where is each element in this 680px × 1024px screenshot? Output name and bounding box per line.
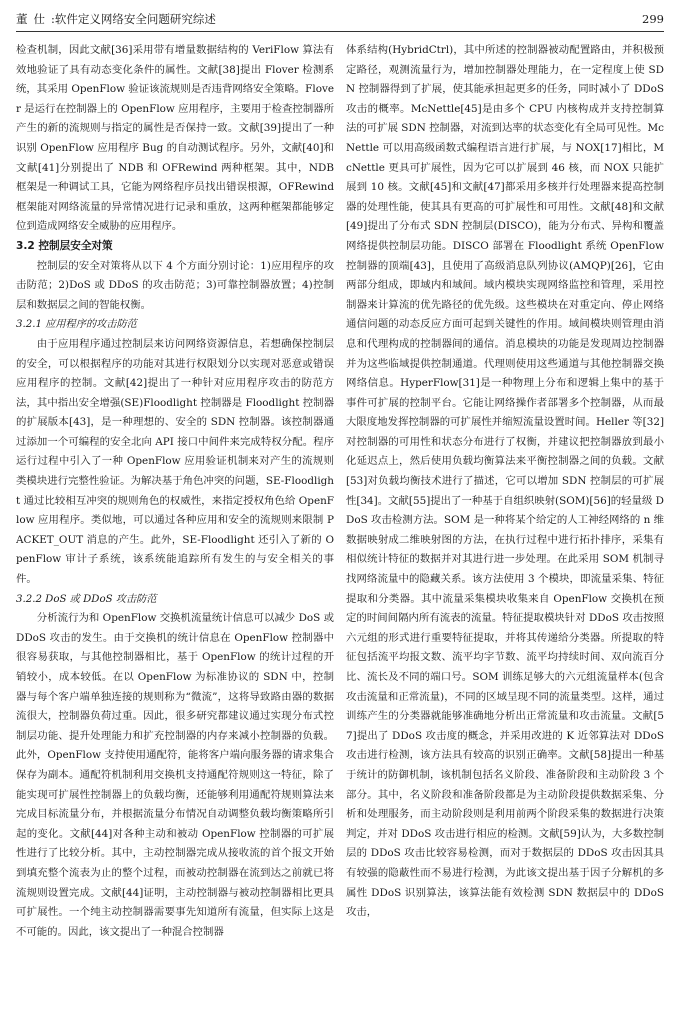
paragraph: 检查机制，因此文献[36]采用带有增量数据结构的 VeriFlow 算法有效地验证了具有动态变化条件的属性。文献[38]提出 Flover 检测系统，其采用 OpenFlow 验证该流规则是否违背网络安全策略。Flover 是运行在控制器上的 OpenFlow 应用程序，主要用于检查控制器所产生的新的流规则与指定的属性是否保持一致。文献[39]提出了一种识别 OpenFlow 应用程序 Bug 的自动测试程序。另外，文献[40]和文献[41]分别提出了 NDB 和 OFRewind 两种框架。其中，NDB 框架是一种调试工具，它能为网络程序员找出错误根源，OFRewind 框架能对网络流量的异常情况进行记录和重放，这两种框架都能够定位到造成网络安全威胁的应用程序。 (16, 44, 334, 233)
section-heading: 3.2 控制层安全对策 (16, 239, 113, 252)
subsection-heading: 3.2.2 DoS 或 DDoS 攻击防范 (16, 593, 157, 605)
running-header (16, 8, 664, 30)
left-column (16, 41, 334, 1017)
page-number: 299 (642, 12, 664, 26)
paragraph: 体系结构(HybridCtrl)，其中所述的控制器被动配置路由，并积极预定路径，观测流量行为，增加控制器处理能力，在一定程度上使 SDN 控制器得到了扩展，使其能承担起更多的任务，同时减小了 DDoS 攻击的概率。McNettle[45]是由多个 CPU 内核构成并支持控制算法的可扩展 SDN 控制器，对流到达率的状态变化有全局可见性。McNettle 可以用高级函数式编程语言进行扩展，与 NOX[17]相比，McNettle 更具可扩展性，因为它可以扩展到 46 核，而 NOX 只能扩展到 10 核。文献[45]和文献[47]都采用多核并行处理器来提高控制器的处理性能，使其具有更高的可扩展性和可用性。文献[48]和文献[49]提出了分布式 SDN 控制层(DISCO)，能为分布式、异构和覆盖网络提供控制层功能。DISCO 部署在 Floodlight 系统 OpenFlow 控制器的顶端[43]，且使用了高级消息队列协议(AMQP)[26]，它由两部分组成，即域内和域间。域内模块实现网络监控和管理，采用控制器来计算流的优先路径的优先级。这些模块在对重定向、停止网络通信问题的动态反应方面可起到关键性的作用。域间模块则管理由消息和代理构成的控制器间的通信。消息模块的功能是发现周边控制器并为这些临域提供控制通道。代理则使用这些通道与其他控制器交换网络信息。HyperFlow[31]是一种物理上分布和逻辑上集中的基于事件可扩展的控制平台。它能让网络操作者部署多个控制器，从而最大限度地发挥控制器的可扩展性并缩短流量设置时间。Heller 等[32]对控制器的可用性和状态分布进行了权衡，并建议把控制器放到最小化延迟点上，然后使用负载均衡算法来平衡控制器之间的负载。文献[53]对负载均衡技术进行了描述，它可以增加 SDN 控制层的可扩展性[34]。文献[55]提出了一种基于自组织映射(SOM)[56]的轻量级 DDoS 攻击检测方法。SOM 是一种将某个给定的人工神经网络的 n 维数据映射成二维映射图的方法，在执行过程中进行拓扑排序，采集有相似统计特征的数据并对其进行进一步处理。在此采用 SOM 机制寻找网络流量中的隐藏关系。该方法使用 3 个模块，即流量采集、特征提取和分类器。其中流量采集模块收集来自 OpenFlow 交换机在预定的时间间隔内所有流表的流量。特征提取模块针对 DDoS 攻击按照六元组的形式进行重要特征提取，并将其传递给分类器。所提取的特征包括流平均报文数、流平均字节数、流平均持续时间、双向流百分比、流长及不同的端口号。SOM 训练足够大的六元组流量样本(包含攻击流量和正常流量)，不同的区域呈现不同的流量类型。这样，通过训练产生的分类器就能够准确地分析出正常流量和攻击流量。文献[57]提出了 DDoS 攻击度的概念，并采用改进的 K 近邻算法对 DDoS 攻击进行检测，该方法具有较高的识别正确率。文献[58]提出一种基于统计的防御机制，该机制包括名义阶段、准备阶段和主动阶段 3 个部分。其中，名义阶段和准备阶段都是为主动阶段提供数据采集、分析和处理服务，而主动阶段则是利用前两个阶段采集的数据进行决策判定，并对 DDoS 攻击进行相应的检测。文献[59]认为，大多数控制层的 DDoS 攻击比较容易检测，而对于数据层的 DDoS 攻击因其具有较强的隐蔽性而不易进行检测，为此该文提出基于因子分解机的多属性 DDoS 识别算法，该算法能有效检测 SDN 数据层中的 DDoS 攻击， (346, 44, 664, 919)
header-rule (16, 31, 664, 32)
paragraph: 由于应用程序通过控制层来访问网络资源信息，若想确保控制层的安全，可以根据程序的功能对其进行权限划分以实现对恶意或错误应用程序的控制。文献[42]提出了一种针对应用程序攻击的防范方法，其中指出安全增强(SE)Floodlight 控制器是 Floodlight 控制器的扩展版本[43]，是一种理想的、安全的 SDN 控制器。该控制器通过添加一个可编程的安全北向 API 接口中间件来完成特权分配。程序运行过程中引入了一种 OpenFlow 应用验证机制来对产生的流规则类模块进行完整性验证。为解决基于角色冲突的问题，SE-Floodlight 通过比较相互冲突的规则角色的权威性，来指定授权角色给 OpenFlow 应用程序。类似地，可以通过各种应用和安全的流规则来限制 PACKET_OUT 消息的产生。此外，SE-Floodlight 还引入了新的 OpenFlow 审计子系统，该系统能追踪所有发生的与安全相关的事件。 (16, 337, 334, 586)
subsection-heading: 3.2.1 应用程序的攻击防范 (16, 319, 137, 331)
paragraph: 控制层的安全对策将从以下 4 个方面分别讨论：1)应用程序的攻击防范；2)DoS 或 DDoS 的攻击防范；3)可靠控制器放置；4)控制层和数据层之间的智能权衡。 (16, 259, 334, 311)
header-author: 董仕 (16, 12, 51, 26)
header-title: :软件定义网络安全问题研究综述 (51, 12, 216, 26)
paragraph: 分析流行为和 OpenFlow 交换机流量统计信息可以减少 DoS 或 DDoS 攻击的发生。由于交换机的统计信息在 OpenFlow 控制器中很容易获取，与其他控制器相比，基于 OpenFlow 的统计过程的开销较小，成本较低。在以 OpenFlow 为标准协议的 SDN 中，控制器与每个客户端单独连接的规则称为“微流”，这将导致路由器的数据流很大，控制器负荷过重。因此，很多研究都建议通过实现分布式控制层功能、提升处理能力和扩充控制器的内存来减小控制器的负载。此外，OpenFlow 支持使用通配符，能将客户端向服务器的请求集合保存为副本。通配符机制利用交换机支持通配符规则这一特征，除了能实现可扩展性控制器上的负载均衡，还能够利用通配符规则算法来完成目标流量分布，并根据流量分布情况自动调整负载均衡策略所引起的变化。文献[44]对各种主动和被动 OpenFlow 控制器的可扩展性进行了比较分析。其中，主动控制器完成从接收流的首个报文开始到填充整个流表为止的整个过程，而被动控制器在流到达之前就已将流规则设置完成。文献[44]证明，主动控制器与被动控制器相比更具可扩展性。一个纯主动控制器需要事先知道所有流量，但实际上这是不可能的。因此，该文提出了一种混合控制器 (16, 612, 334, 938)
right-column (346, 41, 664, 1017)
header-left (16, 8, 216, 30)
